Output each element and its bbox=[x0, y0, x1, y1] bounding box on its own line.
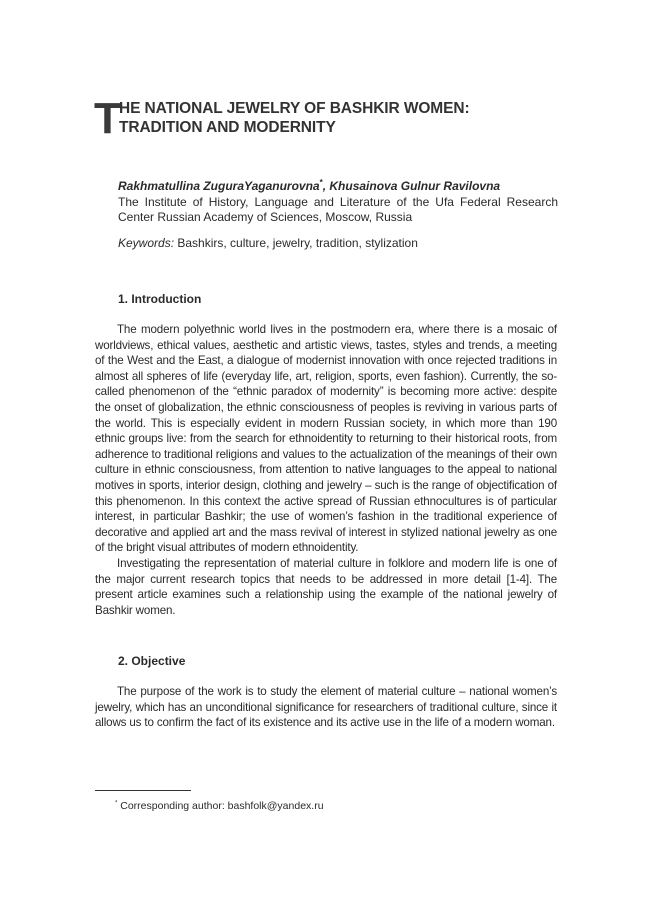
section-heading-objective: 2. Objective bbox=[118, 654, 186, 668]
author-names bbox=[118, 175, 558, 195]
introduction-paragraph-1: The modern polyethnic world lives in the postmodern era, where there is a mosaic of worldviews, ethical values, aesthetic and artistic views, tastes, styles and trends, a meeting of the West and the East, a dialogue of modernist innovation with once rejected traditions in almost all spheres of life (everyday life, art, religion, sports, even fashion). Currently, the so-called phenomenon of the “ethnic paradox of modernity” is becoming more active: despite the onset of globalization, the ethnic consciousness of peoples is reviving in various parts of the world. This is especially evident in modern Russian society, in which more than 190 ethnic groups live: from the search for ethnoidentity to returning to their historical roots, from adherence to traditional religions and values to the actualization of the meanings of their own culture in ethnic consciousness, from attention to native languages to the appeal to national motives in sports, interior design, clothing and jewelry – such is the range of objectification of this phenomenon. In this context the active spread of Russian ethnocultures is of particular interest, in particular Bashkir; the use of women’s fashion in the traditional experience of decorative and applied art and the mass revival of interest in stylized national jewelry as one of the bright visual attributes of modern ethnoidentity. bbox=[95, 323, 557, 555]
title-line-1: HE NATIONAL JEWELRY OF BASHKIR WOMEN: bbox=[119, 100, 470, 117]
footnote bbox=[115, 800, 324, 812]
title-line-2: TRADITION AND MODERNITY bbox=[119, 119, 336, 136]
introduction-paragraph-2: Investigating the representation of material culture in folklore and modern life is one of the major current research topics that needs to be addressed in more detail [1-4]. The present article examines such a relationship using the example of the national jewelry of Bashkir women. bbox=[95, 557, 557, 617]
author-1: Rakhmatullina ZuguraYaganurovna bbox=[118, 179, 320, 193]
footnote-marker: * bbox=[115, 800, 118, 807]
keywords-text: Bashkirs, culture, jewelry, tradition, stylization bbox=[174, 236, 418, 250]
author-block bbox=[118, 175, 558, 226]
objective-paragraph: The purpose of the work is to study the element of material culture – national women’s jewelry, which has an unconditional significance for researchers of traditional culture, since it allows us to confirm the fact of its existence and its active use in the life of a modern woman. bbox=[95, 685, 557, 730]
section-heading-introduction: 1. Introduction bbox=[118, 292, 202, 306]
keywords-label: Keywords: bbox=[118, 236, 175, 250]
title-dropcap: T bbox=[94, 94, 121, 143]
footnote-text: Corresponding author: bashfolk@yandex.ru bbox=[117, 800, 324, 812]
keywords bbox=[118, 236, 418, 250]
corresponding-marker: * bbox=[319, 178, 323, 187]
author-2: , Khusainova Gulnur Ravilovna bbox=[322, 179, 501, 193]
footnote-rule bbox=[95, 790, 191, 791]
affiliation: The Institute of History, Language and Literature of the Ufa Federal Research Center Russian Academy of Sciences, Moscow, Russia bbox=[118, 194, 558, 224]
